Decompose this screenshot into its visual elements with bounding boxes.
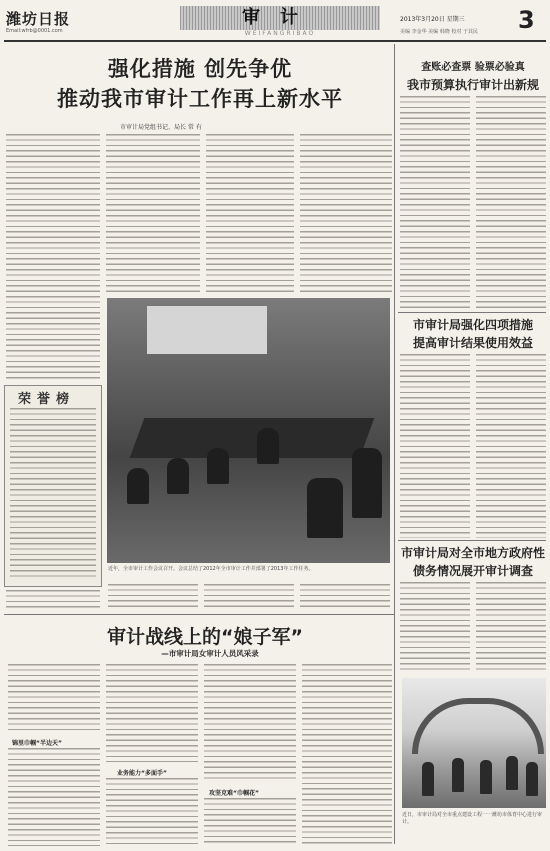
photo-table	[130, 418, 375, 458]
editor-credits: 美编 李金华 美编 韩晓 校对 于其民	[400, 29, 478, 35]
section-pinyin: WEIFANGRIBAO	[244, 30, 316, 37]
article-divider	[398, 312, 546, 313]
main-body-column-2	[106, 134, 200, 294]
honor-box-title: 荣誉榜	[18, 392, 76, 407]
right-article-2-headline-line2: 提高审计结果使用效益	[412, 336, 533, 350]
main-body-column-1-cont	[6, 590, 100, 610]
photo-person	[526, 762, 538, 796]
right-article-2-col-2	[476, 354, 546, 538]
photo-person	[506, 756, 518, 790]
section-title: 审计	[242, 7, 318, 28]
right-article-1-col-1	[400, 96, 470, 308]
bottom-col-3b	[204, 798, 296, 846]
bottom-col-1	[8, 664, 100, 734]
main-body-cont-1	[108, 584, 198, 610]
main-body-column-1	[6, 134, 100, 380]
photo-person	[167, 458, 189, 494]
photo-person	[127, 468, 149, 504]
main-body-cont-3	[300, 584, 390, 610]
masthead-rule	[4, 40, 546, 42]
right-article-1-col-2	[476, 96, 546, 308]
site-photo	[402, 678, 546, 808]
photo-person	[207, 448, 229, 484]
paper-logo: 潍坊日报	[6, 10, 71, 28]
right-article-3-headline-line2: 债务情况展开审计调查	[412, 564, 533, 578]
bottom-col-4	[302, 664, 392, 846]
bottom-article-subhead: —市审计局女审计人员风采录	[161, 649, 259, 658]
right-article-3-col-1	[400, 582, 470, 674]
issue-date: 2013年3月20日 星期三	[400, 16, 465, 23]
masthead	[0, 0, 550, 42]
bottom-article-headline: 审计战线上的“娘子军”	[107, 626, 303, 648]
site-photo-caption: 近日，市审计局对全市重点建设工程一一潍坊市体育中心进行审计。	[402, 812, 543, 825]
main-byline: 市审计局党组书记、局长 常 有	[120, 124, 202, 131]
right-article-3-col-2	[476, 582, 546, 674]
column-divider	[394, 44, 395, 844]
right-article-2-headline-line1: 市审计局强化四项措施	[412, 318, 533, 332]
main-headline-line1: 强化措施 创先争优	[107, 57, 293, 81]
main-body-cont-2	[204, 584, 294, 610]
bottom-article-divider	[4, 614, 394, 615]
article-divider	[398, 540, 546, 541]
photo-person	[352, 448, 382, 518]
bottom-col-1b	[8, 748, 100, 846]
bottom-subsection-1: 锦里巾帼“半边天”	[12, 740, 62, 747]
right-article-3-headline-line1: 市审计局对全市地方政府性	[400, 546, 545, 560]
photo-person	[257, 428, 279, 464]
meeting-photo	[107, 298, 390, 563]
meeting-photo-caption: 近年，全市审计工作会议召开。会议总结了2012年全市审计工作并部署了2013年工作任务。	[108, 566, 314, 572]
bottom-col-2b	[106, 778, 198, 846]
main-body-column-4	[300, 134, 392, 294]
paper-email: Email:wfrb@0001.com	[6, 28, 63, 34]
bottom-subsection-2: 业务能力“多面手”	[117, 770, 167, 777]
photo-person	[480, 760, 492, 794]
bottom-col-2	[106, 664, 198, 762]
photo-person	[452, 758, 464, 792]
right-article-2-col-1	[400, 354, 470, 538]
main-headline-line2: 推动我市审计工作再上新水平	[57, 87, 343, 111]
right-article-kicker: 查账必查票 验票必验真	[421, 62, 525, 73]
main-body-column-3	[206, 134, 294, 294]
photo-person	[422, 762, 434, 796]
photo-screen	[147, 306, 267, 354]
honor-box-text	[10, 408, 96, 580]
photo-person	[307, 478, 343, 538]
page-number: 3	[518, 6, 535, 34]
bottom-col-3	[204, 664, 296, 782]
right-article-headline: 我市预算执行审计出新规	[406, 78, 539, 92]
photo-stadium-arch	[412, 698, 544, 754]
bottom-subsection-3: 攻坚克难“巾帼花”	[209, 790, 259, 797]
